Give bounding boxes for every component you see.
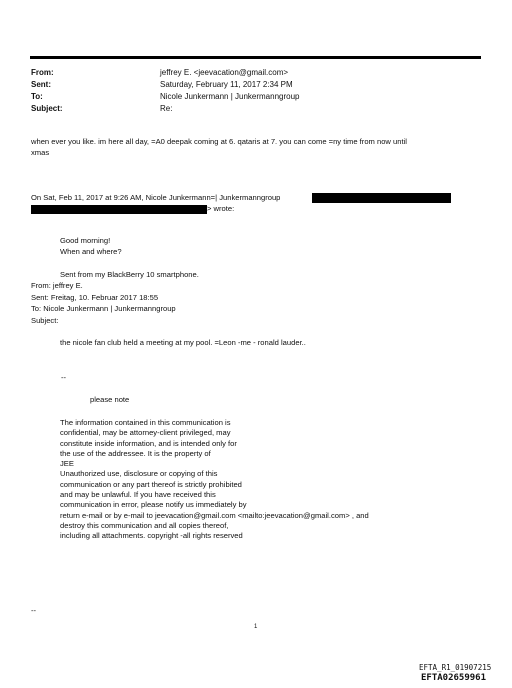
- disclaimer-line: return e-mail or by e-mail to jeevacation@gmail.com <mailto:jeevacation@gmail.com> , and: [60, 510, 369, 520]
- disclaimer-line: and may be unlawful. If you have received this: [60, 490, 216, 500]
- disclaimer-line: Unauthorized use, disclosure or copying of this: [60, 469, 218, 479]
- from-label: From:: [31, 68, 54, 77]
- signature-dashes: --: [61, 373, 67, 382]
- quote-wrote: > wrote:: [207, 204, 235, 213]
- redaction-bar: [31, 205, 207, 214]
- page-number: 1: [254, 624, 258, 630]
- forward-to: To: Nicole Junkermann | Junkermanngroup: [31, 304, 176, 313]
- end-dashes: --: [31, 606, 37, 615]
- disclaimer-line: constitute inside information, and is intended only for: [60, 438, 237, 448]
- footer-id-2: EFTA02659961: [421, 673, 487, 683]
- forward-subject: Subject:: [31, 316, 59, 325]
- header-rule: [30, 56, 481, 59]
- subject-label: Subject:: [31, 104, 63, 113]
- disclaimer-line: including all attachments. copyright -all rights reserved: [60, 531, 243, 541]
- body-line-2: xmas: [31, 148, 50, 157]
- footer-id-1: EFTA_R1_01907215: [419, 663, 492, 672]
- quote-intro: On Sat, Feb 11, 2017 at 9:26 AM, Nicole Junkermann=| Junkermanngroup: [31, 193, 281, 202]
- disclaimer-line: JEE: [60, 459, 74, 469]
- greeting-line-2: When and where?: [60, 247, 122, 256]
- forward-from: From: jeffrey E.: [31, 281, 83, 290]
- to-value: Nicole Junkermann | Junkermanngroup: [160, 92, 300, 101]
- body-line-1: when ever you like. im here all day, =A0 deepak coming at 6. qataris at 7. you can come =ny time from now until: [31, 137, 407, 146]
- redaction-bar: [312, 193, 451, 203]
- disclaimer-line: The information contained in this communication is: [60, 418, 231, 427]
- greeting-line-1: Good morning!: [60, 236, 111, 245]
- subject-value: Re:: [160, 104, 173, 113]
- forward-sent: Sent: Freitag, 10. Februar 2017 18:55: [31, 293, 159, 302]
- sent-value: Saturday, February 11, 2017 2:34 PM: [160, 80, 293, 89]
- sent-from-device: Sent from my BlackBerry 10 smartphone.: [60, 270, 199, 279]
- disclaimer-line: confidential, may be attorney-client privileged, may: [60, 428, 231, 438]
- sent-label: Sent:: [31, 80, 51, 89]
- disclaimer-line: communication in error, please notify us immediately by: [60, 500, 247, 510]
- please-note: please note: [90, 395, 130, 404]
- from-value: jeffrey E. <jeevacation@gmail.com>: [160, 68, 289, 77]
- disclaimer-line: destroy this communication and all copies thereof,: [60, 520, 229, 530]
- disclaimer-line: communication or any part thereof is strictly prohibited: [60, 479, 242, 489]
- disclaimer-line: the use of the addressee. It is the property of: [60, 448, 211, 458]
- fan-club-line: the nicole fan club held a meeting at my pool. =Leon -me - ronald lauder..: [60, 338, 306, 347]
- to-label: To:: [31, 92, 43, 101]
- disclaimer-block: [60, 418, 369, 542]
